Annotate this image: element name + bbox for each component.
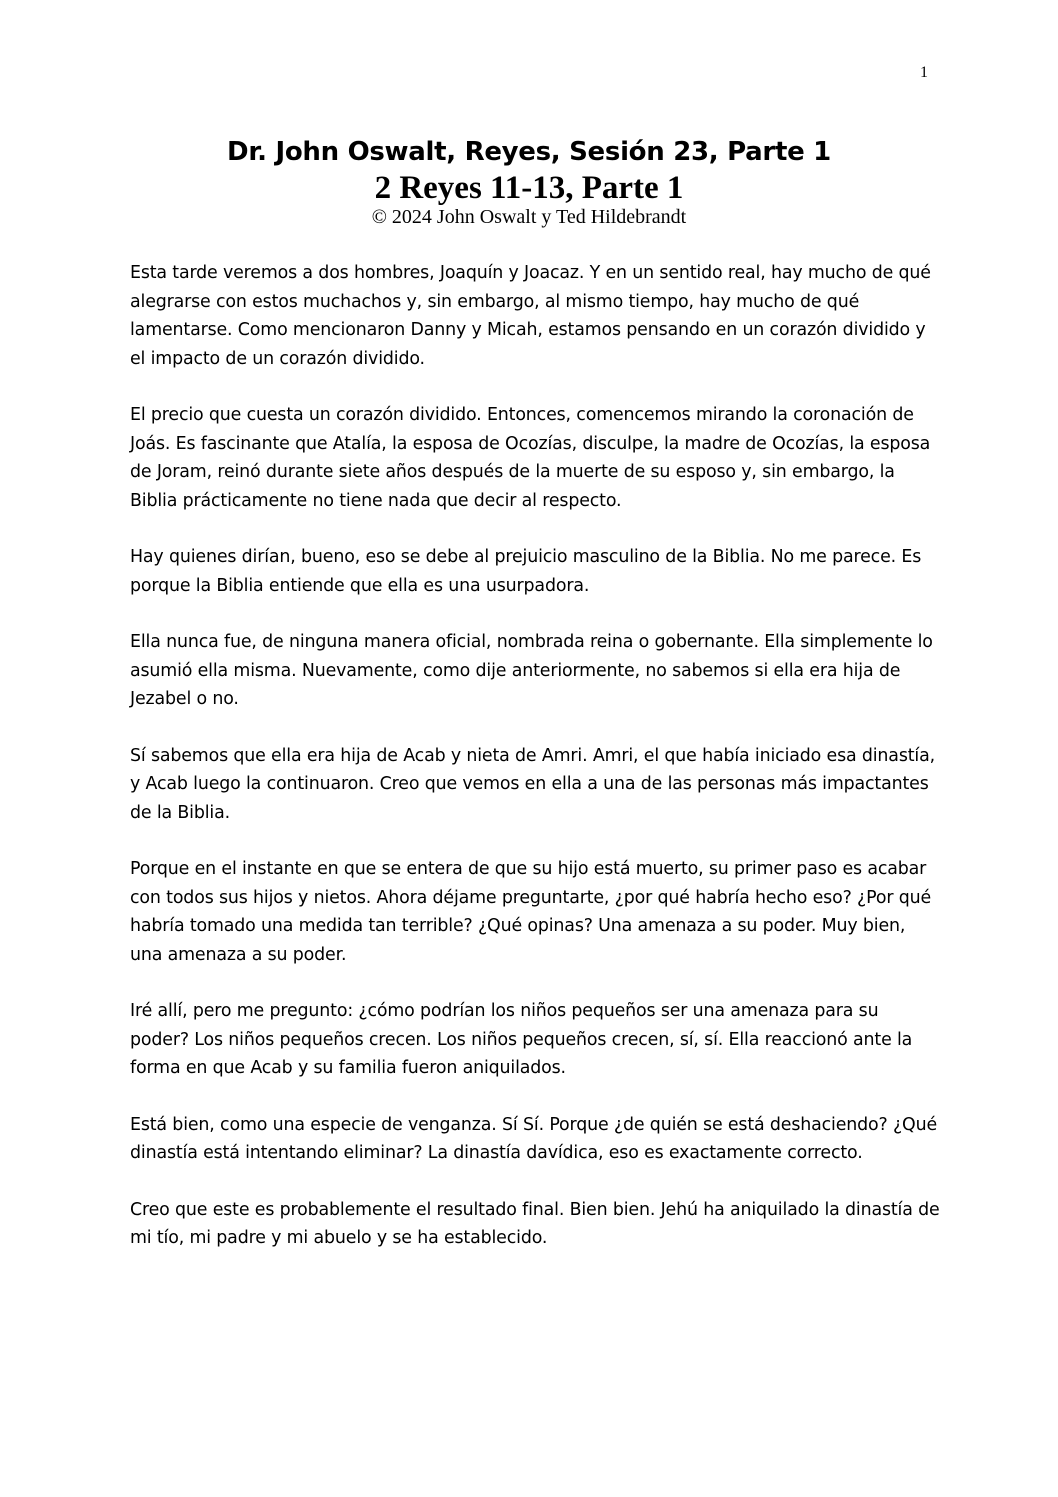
paragraph: Iré allí, pero me pregunto: ¿cómo podrían los niños pequeños ser una amenaza para su poder? Los niños pequeños crecen. Los niños pequeños crecen, sí, sí. Ella reaccionó ante la forma en que Acab y su familia fueron aniquilados. [130,1001,913,1078]
paragraph: Esta tarde veremos a dos hombres, Joaquín y Joacaz. Y en un sentido real, hay mucho de qué alegrarse con estos muchachos y, sin embargo, al mismo tiempo, hay mucho de qué lamentarse. Como mencionaron Danny y Micah, estamos pensando en un corazón dividido y el impacto de un corazón dividido. [130,263,931,369]
paragraph: Está bien, como una especie de venganza. Sí Sí. Porque ¿de quién se está deshaciendo? ¿Qué dinastía está intentando eliminar? La dinastía davídica, eso es exactamente correcto. [130,1114,938,1163]
page-number: 1 [920,64,928,81]
document-header [0,134,1058,228]
paragraph: Sí sabemos que ella era hija de Acab y nieta de Amri. Amri, el que había iniciado esa dinastía, y Acab luego la continuaron. Creo que vemos en ella a una de las personas más impactantes de la Biblia. [130,745,935,823]
document-body [130,259,940,1281]
document-title: Dr. John Oswalt, Reyes, Sesión 23, Parte 1 [227,137,831,167]
paragraph: Creo que este es probablemente el resultado final. Bien bien. Jehú ha aniquilado la dinastía de mi tío, mi padre y mi abuelo y se ha establecido. [130,1199,940,1248]
copyright-line: © 2024 John Oswalt y Ted Hildebrandt [371,206,687,228]
paragraph: Porque en el instante en que se entera de que su hijo está muerto, su primer paso es acabar con todos sus hijos y nietos. Ahora déjame preguntarte, ¿por qué habría hecho eso? ¿Por qué habría tomado una medida tan terrible? ¿Qué opinas? Una amenaza a su poder. Muy bien, una amenaza a su poder. [130,859,932,965]
paragraph: Ella nunca fue, de ninguna manera oficial, nombrada reina o gobernante. Ella simplemente lo asumió ella misma. Nuevamente, como dije anteriormente, no sabemos si ella era hija de Jezabel o no. [130,632,933,709]
paragraph: Hay quienes dirían, bueno, eso se debe al prejuicio masculino de la Biblia. No me parece. Es porque la Biblia entiende que ella es una usurpadora. [130,547,922,596]
paragraph: El precio que cuesta un corazón dividido. Entonces, comencemos mirando la coronación de Joás. Es fascinante que Atalía, la esposa de Ocozías, disculpe, la madre de Ocozías, la esposa de Joram, reinó durante siete años después de la muerte de su esposo y, sin embargo, la Biblia prácticamente no tiene nada que decir al respecto. [130,405,931,511]
document-subtitle: 2 Reyes 11-13, Parte 1 [374,170,684,206]
